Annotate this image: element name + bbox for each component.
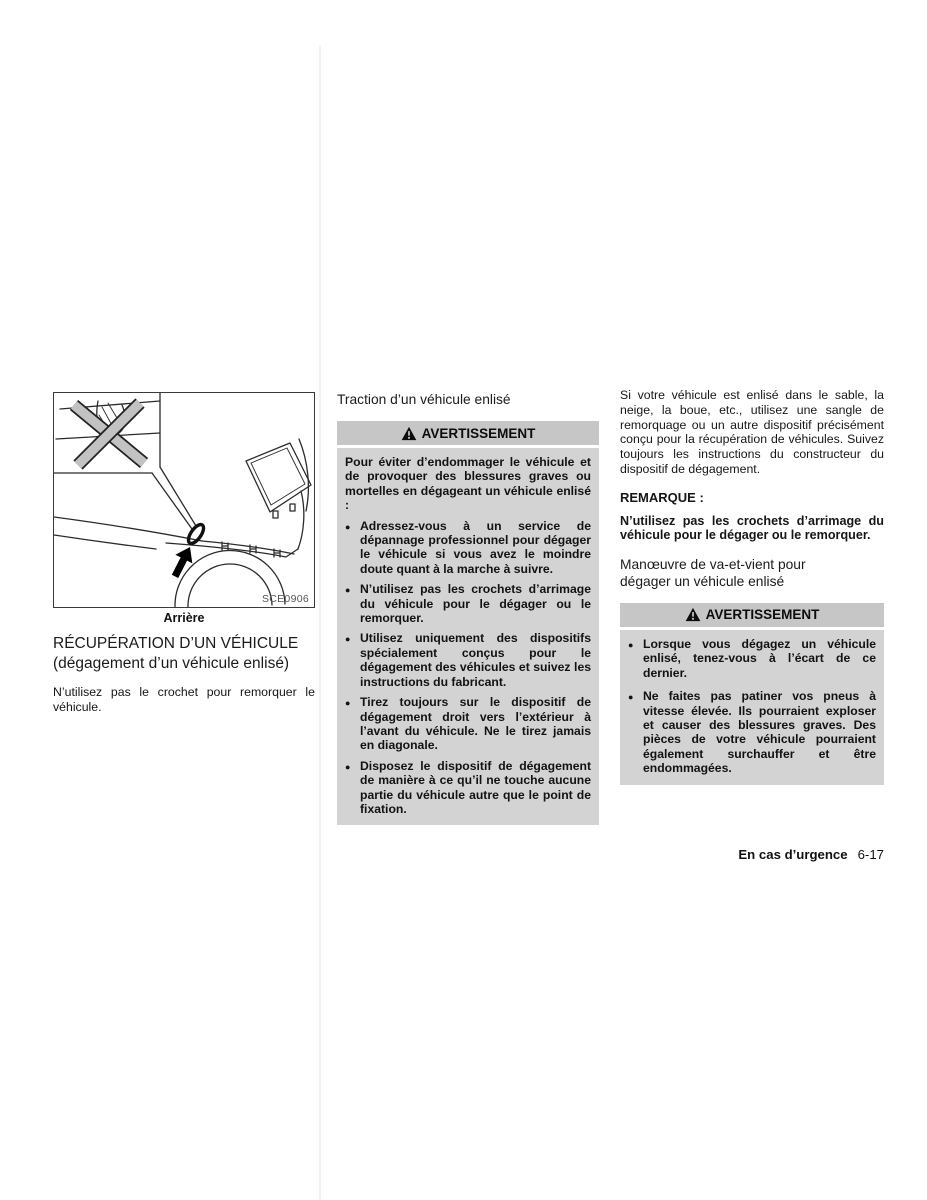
warning-bullet [345, 631, 591, 689]
middle-column [337, 391, 599, 825]
bullet-icon: ● [345, 698, 351, 709]
warning-body [620, 630, 884, 785]
warning-box-rocking [620, 603, 884, 785]
warning-title: AVERTISSEMENT [705, 607, 820, 623]
warning-bullet-text: N’utilisez pas les crochets d’arrimage du véhicule pour le dégager ou le remorquer. [360, 582, 591, 626]
bullet-icon: ● [628, 639, 634, 650]
section-title [53, 634, 315, 674]
subsection-heading-line2: dégager un véhicule enlisé [620, 573, 785, 589]
bullet-icon: ● [628, 692, 634, 703]
warning-bullet-text: Utilisez uniquement des dispositifs spécialement conçus pour le dégagement des véhicules et suivez les instructions du fabricant. [360, 631, 591, 689]
warning-triangle-icon [401, 426, 417, 441]
warning-bullet [628, 637, 876, 680]
left-body-text: N’utilisez pas le crochet pour remorquer le véhicule. [53, 685, 315, 714]
warning-bullet-text: Disposez le dispositif de dégagement de manière à ce qu’il ne touche aucune partie du véhicule autre que le point de fixation. [360, 758, 591, 816]
warning-bullet-text: Ne faites pas patiner vos pneus à vitesse élevée. Ils pourraient exploser et causer des blessures graves. Des pièces de votre véhicule pourraient également surchauffer et être endommagées. [643, 689, 876, 776]
warning-bullet-text: Tirez toujours sur le dispositif de dégagement droit vers l’extérieur à l’avant du véhicule. Ne le tirez jamais en diagonale. [360, 695, 591, 753]
warning-title: AVERTISSEMENT [421, 425, 536, 441]
footer-page-number: 6-17 [857, 847, 884, 862]
warning-intro: Pour éviter d’endommager le véhicule et de provoquer des blessures graves ou mortelles en dégageant un véhicule enlisé : [345, 455, 591, 513]
pointer-arrow-icon [167, 543, 199, 581]
right-intro-paragraph: Si votre véhicule est enlisé dans le sable, la neige, la boue, etc., utilisez une sangle de remorquage ou un autre dispositif précisément conçu pour la récupération de véhicules. Suivez toujours les instructions du constructeur du dispositif de dégagement. [620, 388, 884, 476]
remark-body: N’utilisez pas les crochets d’arrimage du véhicule pour le dégager ou le remorquer. [620, 513, 884, 543]
bullet-icon: ● [345, 634, 351, 645]
remark-label: REMARQUE : [620, 489, 704, 505]
page-footer [738, 847, 884, 862]
warning-body [337, 448, 599, 825]
warning-bullet [628, 689, 876, 775]
warning-header [620, 603, 884, 627]
left-column [53, 392, 315, 715]
tow-hook [186, 522, 207, 546]
bullet-icon: ● [345, 521, 351, 532]
figure-code: SCE0906 [261, 593, 309, 605]
warning-bullet-text: Adressez-vous à un service de dépannage professionnel pour dégager le véhicule si vous avez le moindre doute quant à la marche à suivre. [360, 518, 591, 576]
right-column [620, 388, 884, 785]
subsection-heading-rocking [620, 556, 884, 590]
section-title-line1: RÉCUPÉRATION D’UN VÉHICULE [53, 635, 299, 652]
warning-bullet-text: Lorsque vous dégagez un véhicule enlisé, tenez-vous à l’écart de ce dernier. [643, 636, 876, 680]
warning-bullet [345, 582, 591, 625]
figure-caption: Arrière [163, 611, 205, 625]
column-divider-line [319, 45, 321, 1200]
section-title-line2: (dégagement d’un véhicule enlisé) [53, 655, 290, 672]
warning-bullet [345, 759, 591, 817]
bullet-icon: ● [345, 761, 351, 772]
warning-header [337, 421, 599, 445]
warning-bullet [345, 695, 591, 753]
subsection-heading-line1: Manœuvre de va-et-vient pour [620, 556, 806, 572]
subsection-heading-traction: Traction d’un véhicule enlisé [337, 392, 511, 407]
bullet-icon: ● [345, 585, 351, 596]
warning-triangle-icon [685, 607, 701, 622]
footer-section-title: En cas d’urgence [738, 847, 848, 862]
warning-bullet [345, 519, 591, 577]
warning-box-traction [337, 421, 599, 825]
vehicle-rear-illustration [54, 393, 314, 607]
vehicle-rear-figure [53, 392, 315, 608]
